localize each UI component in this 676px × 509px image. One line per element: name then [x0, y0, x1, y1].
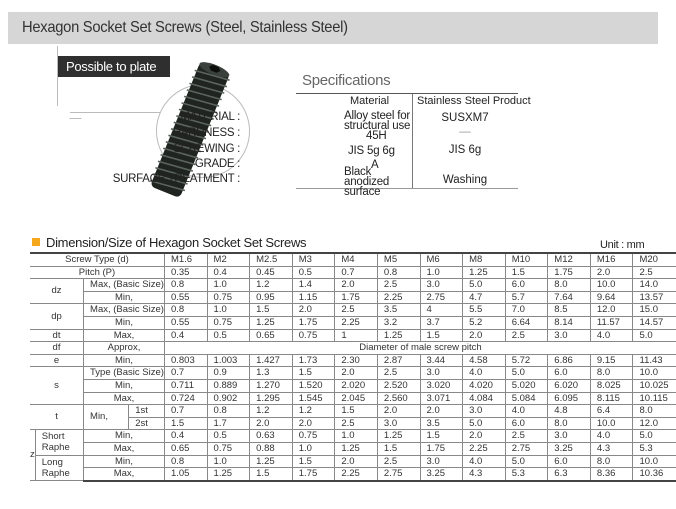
- table-row: [30, 279, 676, 292]
- row-label-dz: dz: [30, 279, 84, 304]
- header-size: M20: [633, 253, 676, 266]
- z-short-min-value: 0.75: [292, 430, 335, 443]
- dp-min-value: 14.57: [633, 316, 676, 329]
- z-short-max-value: 1.75: [420, 442, 463, 455]
- t-2st-value: 1.5: [164, 417, 207, 430]
- table-row: [30, 392, 676, 405]
- z-long-max-value: 1.5: [250, 468, 293, 481]
- spec-col-stainless: Stainless Steel Product: [417, 95, 531, 107]
- s-max-value: 3.071: [420, 392, 463, 405]
- z-long-min-value: 1.5: [292, 455, 335, 468]
- z-long-max-value: 2.75: [377, 468, 420, 481]
- dz-max-value: 6.0: [505, 279, 548, 292]
- spec-divider: [296, 93, 518, 94]
- t-2st-value: 2.0: [250, 417, 293, 430]
- dz-min-value: 1.15: [292, 291, 335, 304]
- s-type-value: 1.3: [250, 367, 293, 380]
- e-value: 9.15: [590, 354, 633, 367]
- dz-max-value: 3.0: [420, 279, 463, 292]
- z-long-min-value: 3.0: [420, 455, 463, 468]
- t-1st-value: 1.5: [335, 405, 378, 418]
- table-row: [30, 468, 676, 481]
- e-value: 1.73: [292, 354, 335, 367]
- table-row: [30, 354, 676, 367]
- s-max-value: 8.115: [590, 392, 633, 405]
- dz-min-value: 4.7: [463, 291, 506, 304]
- spec-surface-value: Black anodized surface: [344, 166, 390, 198]
- t-2st-value: 2.5: [335, 417, 378, 430]
- spec-grade-value: A: [371, 159, 379, 171]
- z-short-min-value: 2.5: [505, 430, 548, 443]
- dp-min-value: 11.57: [590, 316, 633, 329]
- z-long-max-value: 3.25: [420, 468, 463, 481]
- dz-min-value: 2.75: [420, 291, 463, 304]
- header-size: M16: [590, 253, 633, 266]
- s-max-value: 6.095: [548, 392, 591, 405]
- dz-max-value: 5.0: [463, 279, 506, 292]
- table-row: [30, 291, 676, 304]
- spec-hardness-value: 45H: [366, 130, 387, 142]
- spec-label-grade: GRADE :: [194, 158, 240, 170]
- e-value: 1.003: [207, 354, 250, 367]
- s-type-value: 2.5: [377, 367, 420, 380]
- header-size: M8: [463, 253, 506, 266]
- dz-max-value: 1.0: [207, 279, 250, 292]
- spec-material-value: Alloy steel for structural use: [344, 110, 411, 132]
- s-min-value: 2.520: [377, 379, 420, 392]
- dp-max-value: 1.0: [207, 304, 250, 317]
- pitch-value: 1.25: [463, 266, 506, 279]
- z-long-max-value: 10.36: [633, 468, 676, 481]
- pitch-value: 1.75: [548, 266, 591, 279]
- s-max-value: 2.560: [377, 392, 420, 405]
- specifications-title: Specifications: [302, 72, 391, 89]
- z-long-min-value: 6.0: [548, 455, 591, 468]
- s-min-value: 10.025: [633, 379, 676, 392]
- sub-label: Max, (Basic Size): [84, 279, 165, 292]
- dt-value: 0.75: [292, 329, 335, 342]
- dz-min-value: 0.95: [250, 291, 293, 304]
- dz-min-value: 0.55: [164, 291, 207, 304]
- t-1st-value: 1.2: [250, 405, 293, 418]
- dimension-title-text: Dimension/Size of Hexagon Socket Set Screws: [46, 235, 307, 250]
- t-2st-value: 3.0: [377, 417, 420, 430]
- t-1st-value: 0.8: [207, 405, 250, 418]
- sub-label: Min,: [84, 379, 165, 392]
- z-short-max-value: 1.5: [377, 442, 420, 455]
- s-type-value: 0.7: [164, 367, 207, 380]
- z-short-max-value: 4.3: [590, 442, 633, 455]
- t-2st-value: 1.7: [207, 417, 250, 430]
- z-long-raphe-label: Long Raphe: [35, 455, 83, 481]
- z-long-min-value: 0.8: [164, 455, 207, 468]
- s-type-value: 10.0: [633, 367, 676, 380]
- header-size: M3: [292, 253, 335, 266]
- spec-label-material: MATERIAL :: [180, 111, 240, 123]
- header-size: M2.5: [250, 253, 293, 266]
- dt-value: 0.5: [207, 329, 250, 342]
- dimension-title: [32, 235, 306, 250]
- e-value: 2.87: [377, 354, 420, 367]
- header-size: M10: [505, 253, 548, 266]
- callout-line: [70, 112, 160, 113]
- header-screw-type: Screw Type (d): [30, 253, 164, 266]
- z-short-min-value: 1.0: [335, 430, 378, 443]
- sub-label: Max,: [84, 468, 165, 481]
- dp-min-value: 1.25: [250, 316, 293, 329]
- t-2st-value: 6.0: [505, 417, 548, 430]
- row-label-s: s: [30, 367, 84, 405]
- s-max-value: 4.084: [463, 392, 506, 405]
- pitch-value: 0.35: [164, 266, 207, 279]
- table-row: [30, 316, 676, 329]
- spec-screwing-value: JIS 5g 6g: [348, 145, 395, 157]
- s-min-value: 8.025: [590, 379, 633, 392]
- table-row: [30, 442, 676, 455]
- dt-value: 2.5: [505, 329, 548, 342]
- z-long-max-value: 5.3: [505, 468, 548, 481]
- sub-label: Max,: [84, 442, 165, 455]
- t-1st-value: 6.4: [590, 405, 633, 418]
- table-row: [30, 304, 676, 317]
- table-row: [30, 455, 676, 468]
- table-row: [30, 253, 676, 266]
- row-label-t: t: [30, 405, 84, 430]
- df-note: Diameter of male screw pitch: [164, 342, 676, 355]
- z-long-max-value: 1.05: [164, 468, 207, 481]
- z-short-max-value: 5.3: [633, 442, 676, 455]
- z-short-min-value: 2.0: [463, 430, 506, 443]
- table-row: [30, 329, 676, 342]
- z-short-max-value: 2.75: [505, 442, 548, 455]
- dz-min-value: 0.75: [207, 291, 250, 304]
- dp-max-value: 8.5: [548, 304, 591, 317]
- t-1st-value: 4.8: [548, 405, 591, 418]
- s-min-value: 4.020: [463, 379, 506, 392]
- title-bar: [8, 12, 658, 44]
- e-value: 3.44: [420, 354, 463, 367]
- sub-label: Min,: [84, 430, 165, 443]
- z-short-min-value: 5.0: [633, 430, 676, 443]
- table-row: [30, 266, 676, 279]
- spec-label-screwing: SCREWING :: [173, 143, 240, 155]
- pitch-value: 0.5: [292, 266, 335, 279]
- dp-max-value: 15.0: [633, 304, 676, 317]
- z-short-min-value: 1.5: [420, 430, 463, 443]
- sub-label: 1st: [129, 405, 165, 418]
- dz-max-value: 1.2: [250, 279, 293, 292]
- z-long-max-value: 6.3: [548, 468, 591, 481]
- z-long-min-value: 1.0: [207, 455, 250, 468]
- z-short-raphe-label: Short Raphe: [35, 430, 83, 455]
- dp-max-value: 0.8: [164, 304, 207, 317]
- spec-stainless-surface: Washing: [442, 174, 488, 186]
- dp-max-value: 4: [420, 304, 463, 317]
- pitch-value: 1.5: [505, 266, 548, 279]
- bullet-square-icon: [32, 238, 40, 246]
- z-long-max-value: 1.25: [207, 468, 250, 481]
- dz-max-value: 1.4: [292, 279, 335, 292]
- dp-min-value: 3.2: [377, 316, 420, 329]
- table-row: [30, 430, 676, 443]
- z-long-min-value: 10.0: [633, 455, 676, 468]
- z-long-min-value: 2.0: [335, 455, 378, 468]
- header-size: M4: [335, 253, 378, 266]
- z-short-min-value: 1.25: [377, 430, 420, 443]
- sub-label: Approx,: [84, 342, 165, 355]
- t-2st-value: 3.5: [420, 417, 463, 430]
- pitch-value: 0.7: [335, 266, 378, 279]
- sub-label: Max, (Basic Size): [84, 304, 165, 317]
- dt-value: 0.4: [164, 329, 207, 342]
- dp-min-value: 2.25: [335, 316, 378, 329]
- z-long-min-value: 1.25: [250, 455, 293, 468]
- z-short-max-value: 3.25: [548, 442, 591, 455]
- z-short-min-value: 0.63: [250, 430, 293, 443]
- s-type-value: 6.0: [548, 367, 591, 380]
- z-long-min-value: 4.0: [463, 455, 506, 468]
- s-min-value: 3.020: [420, 379, 463, 392]
- dt-value: 5.0: [633, 329, 676, 342]
- sub-label: Min,: [84, 354, 165, 367]
- sub-label: Max,: [84, 392, 165, 405]
- header-size: M12: [548, 253, 591, 266]
- spec-stainless-screwing: JIS 6g: [448, 144, 482, 156]
- t-1st-value: 4.0: [505, 405, 548, 418]
- dt-value: 0.65: [250, 329, 293, 342]
- dz-max-value: 2.0: [335, 279, 378, 292]
- z-long-min-value: 2.5: [377, 455, 420, 468]
- sub-label: 2st: [129, 417, 165, 430]
- dt-value: 1.25: [377, 329, 420, 342]
- header-size: M1.6: [164, 253, 207, 266]
- dz-max-value: 10.0: [590, 279, 633, 292]
- dt-value: 3.0: [548, 329, 591, 342]
- z-short-min-value: 0.5: [207, 430, 250, 443]
- z-short-min-value: 0.4: [164, 430, 207, 443]
- table-row: [30, 379, 676, 392]
- page-title: Hexagon Socket Set Screws (Steel, Stainless Steel): [22, 19, 348, 36]
- pitch-value: 1.0: [420, 266, 463, 279]
- t-1st-value: 8.0: [633, 405, 676, 418]
- table-row: [30, 367, 676, 380]
- dt-value: 4.0: [590, 329, 633, 342]
- e-value: 0.803: [164, 354, 207, 367]
- e-value: 6.86: [548, 354, 591, 367]
- dp-min-value: 5.2: [463, 316, 506, 329]
- s-max-value: 0.724: [164, 392, 207, 405]
- dz-max-value: 8.0: [548, 279, 591, 292]
- s-min-value: 2.020: [335, 379, 378, 392]
- sub-label: Max,: [84, 329, 165, 342]
- t-1st-value: 0.7: [164, 405, 207, 418]
- dp-min-value: 0.75: [207, 316, 250, 329]
- table-row: [30, 342, 676, 355]
- pitch-value: 2.5: [633, 266, 676, 279]
- dz-min-value: 5.7: [505, 291, 548, 304]
- s-type-value: 3.0: [420, 367, 463, 380]
- pitch-value: 0.4: [207, 266, 250, 279]
- z-short-max-value: 1.0: [292, 442, 335, 455]
- row-label-e: e: [30, 354, 84, 367]
- spec-stainless-material: SUSXM7: [441, 112, 489, 124]
- row-label-pitch: Pitch (P): [30, 266, 164, 279]
- dz-min-value: 9.64: [590, 291, 633, 304]
- z-long-max-value: 1.75: [292, 468, 335, 481]
- s-type-value: 2.0: [335, 367, 378, 380]
- t-2st-value: 2.0: [292, 417, 335, 430]
- t-2st-value: 12.0: [633, 417, 676, 430]
- s-type-value: 8.0: [590, 367, 633, 380]
- row-label-z: z: [30, 430, 35, 481]
- s-min-value: 0.711: [164, 379, 207, 392]
- dt-value: 1.5: [420, 329, 463, 342]
- sub-label: Min,: [84, 405, 129, 430]
- s-type-value: 4.0: [463, 367, 506, 380]
- possible-to-plate-badge: Possible to plate: [58, 56, 170, 77]
- dz-min-value: 7.64: [548, 291, 591, 304]
- dz-min-value: 13.57: [633, 291, 676, 304]
- pitch-value: 2.0: [590, 266, 633, 279]
- header-size: M6: [420, 253, 463, 266]
- table-row: [30, 405, 676, 418]
- t-2st-value: 10.0: [590, 417, 633, 430]
- e-value: 5.72: [505, 354, 548, 367]
- row-label-df: df: [30, 342, 84, 355]
- z-short-min-value: 3.0: [548, 430, 591, 443]
- e-value: 4.58: [463, 354, 506, 367]
- s-max-value: 10.115: [633, 392, 676, 405]
- s-max-value: 2.045: [335, 392, 378, 405]
- row-label-dp: dp: [30, 304, 84, 329]
- s-max-value: 1.545: [292, 392, 335, 405]
- t-1st-value: 2.0: [377, 405, 420, 418]
- spec-label-surface: SURFACE TREATMENT :: [112, 173, 240, 185]
- dt-value: 1: [335, 329, 378, 342]
- dz-min-value: 2.25: [377, 291, 420, 304]
- dp-min-value: 8.14: [548, 316, 591, 329]
- spec-stainless-hardness: —: [459, 126, 471, 138]
- s-type-value: 1.5: [292, 367, 335, 380]
- dp-min-value: 3.7: [420, 316, 463, 329]
- t-2st-value: 5.0: [463, 417, 506, 430]
- t-2st-value: 8.0: [548, 417, 591, 430]
- t-1st-value: 3.0: [463, 405, 506, 418]
- s-min-value: 5.020: [505, 379, 548, 392]
- dp-max-value: 3.5: [377, 304, 420, 317]
- s-max-value: 1.295: [250, 392, 293, 405]
- unit-label: Unit : mm: [600, 239, 645, 251]
- dp-min-value: 6.64: [505, 316, 548, 329]
- t-1st-value: 1.2: [292, 405, 335, 418]
- pitch-value: 0.8: [377, 266, 420, 279]
- z-short-min-value: 4.0: [590, 430, 633, 443]
- s-max-value: 5.084: [505, 392, 548, 405]
- e-value: 1.427: [250, 354, 293, 367]
- dp-min-value: 0.55: [164, 316, 207, 329]
- s-min-value: 1.270: [250, 379, 293, 392]
- sub-label: Min,: [84, 291, 165, 304]
- s-max-value: 0.902: [207, 392, 250, 405]
- dz-max-value: 0.8: [164, 279, 207, 292]
- z-long-min-value: 8.0: [590, 455, 633, 468]
- dz-max-value: 14.0: [633, 279, 676, 292]
- dp-min-value: 1.75: [292, 316, 335, 329]
- z-short-max-value: 2.25: [463, 442, 506, 455]
- pitch-value: 0.45: [250, 266, 293, 279]
- dt-value: 2.0: [463, 329, 506, 342]
- spec-col-material: Material: [350, 95, 390, 107]
- dp-max-value: 7.0: [505, 304, 548, 317]
- dp-max-value: 1.5: [250, 304, 293, 317]
- dimension-table: [30, 252, 676, 482]
- dz-min-value: 1.75: [335, 291, 378, 304]
- z-short-max-value: 0.65: [164, 442, 207, 455]
- spec-label-hardness: HARDNESS :: [172, 127, 240, 139]
- dp-max-value: 12.0: [590, 304, 633, 317]
- e-value: 11.43: [633, 354, 676, 367]
- sub-label: Min,: [84, 316, 165, 329]
- sub-label: Min,: [84, 455, 165, 468]
- s-type-value: 5.0: [505, 367, 548, 380]
- sub-label: Type (Basic Size): [84, 367, 165, 380]
- z-short-max-value: 1.25: [335, 442, 378, 455]
- z-long-max-value: 8.36: [590, 468, 633, 481]
- z-short-max-value: 0.88: [250, 442, 293, 455]
- dz-max-value: 2.5: [377, 279, 420, 292]
- z-long-min-value: 5.0: [505, 455, 548, 468]
- dp-max-value: 2.0: [292, 304, 335, 317]
- t-1st-value: 2.0: [420, 405, 463, 418]
- e-value: 2.30: [335, 354, 378, 367]
- dp-max-value: 5.5: [463, 304, 506, 317]
- header-size: M5: [377, 253, 420, 266]
- dp-max-value: 2.5: [335, 304, 378, 317]
- row-label-dt: dt: [30, 329, 84, 342]
- z-long-max-value: 2.25: [335, 468, 378, 481]
- s-min-value: 6.020: [548, 379, 591, 392]
- z-short-max-value: 0.75: [207, 442, 250, 455]
- header-size: M2: [207, 253, 250, 266]
- s-type-value: 0.9: [207, 367, 250, 380]
- s-min-value: 1.520: [292, 379, 335, 392]
- z-long-max-value: 4.3: [463, 468, 506, 481]
- s-min-value: 0.889: [207, 379, 250, 392]
